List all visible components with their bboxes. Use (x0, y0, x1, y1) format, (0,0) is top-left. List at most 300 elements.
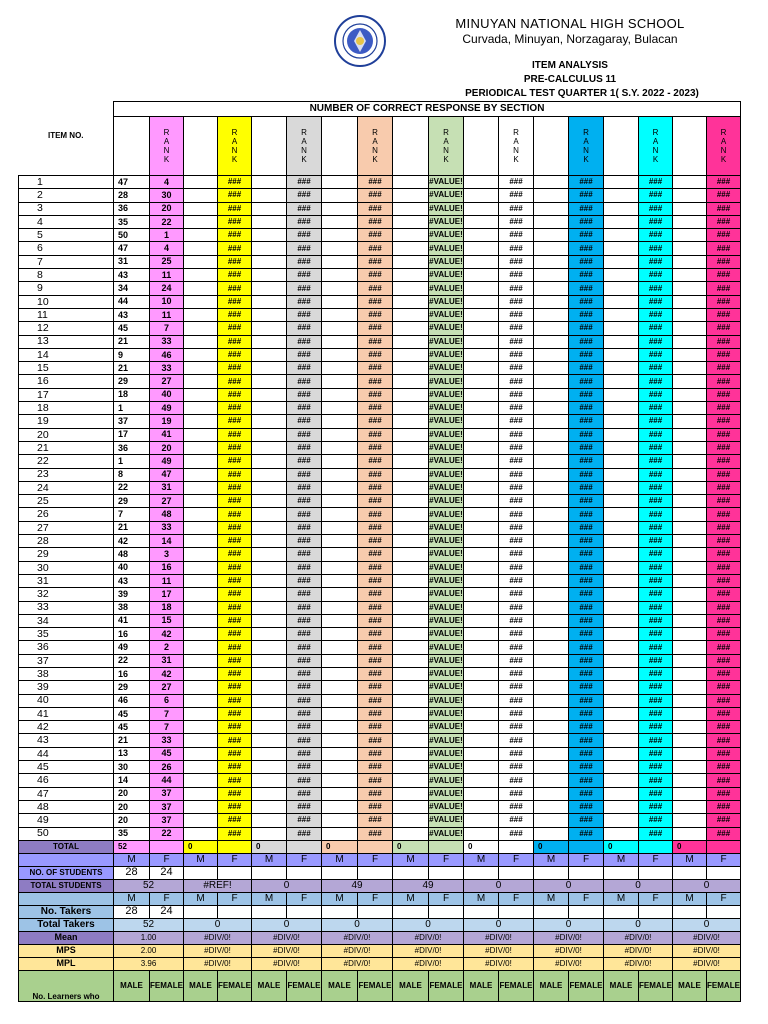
correct-count (184, 362, 218, 375)
correct-count (322, 362, 358, 375)
correct-count (322, 521, 358, 534)
correct-count (393, 415, 429, 428)
correct-count (604, 348, 639, 361)
rank-value: ### (499, 428, 534, 441)
rank-value: ### (569, 707, 604, 720)
correct-count (534, 189, 569, 202)
correct-count (184, 535, 218, 548)
item-number: 35 (19, 628, 114, 641)
correct-count (393, 282, 429, 295)
correct-count (464, 348, 499, 361)
rank-value: 14 (150, 535, 184, 548)
rank-value: ### (499, 548, 534, 561)
table-cell (707, 866, 741, 879)
correct-count (184, 441, 218, 454)
correct-count (252, 202, 287, 215)
item-number: 1 (19, 176, 114, 189)
item-number: 2 (19, 189, 114, 202)
rank-value: ### (707, 561, 741, 574)
correct-count (322, 601, 358, 614)
correct-count: 22 (114, 481, 150, 494)
correct-count (673, 734, 707, 747)
correct-count (184, 375, 218, 388)
correct-count (322, 255, 358, 268)
rank-value: ### (218, 402, 252, 415)
correct-count (393, 561, 429, 574)
rank-value: ### (639, 747, 673, 760)
correct-count (252, 800, 287, 813)
rank-value: ### (499, 774, 534, 787)
item-number: 20 (19, 428, 114, 441)
rank-value: ### (569, 747, 604, 760)
correct-count (393, 468, 429, 481)
rank-value: ### (639, 561, 673, 574)
correct-count (322, 388, 358, 401)
rank-value: ### (639, 308, 673, 321)
correct-count: 37 (114, 415, 150, 428)
rank-value: ### (569, 348, 604, 361)
correct-count: 28 (114, 189, 150, 202)
rank-value: ### (358, 787, 393, 800)
rank-value: 22 (150, 215, 184, 228)
correct-count (534, 787, 569, 800)
correct-count (673, 308, 707, 321)
correct-count (393, 508, 429, 521)
total-students-value: 49 (322, 879, 393, 892)
rank-value: 49 (150, 402, 184, 415)
rank-value: ### (569, 654, 604, 667)
rank-value: #VALUE! (429, 455, 464, 468)
correct-count: 43 (114, 308, 150, 321)
correct-count (604, 402, 639, 415)
rank-value: 7 (150, 322, 184, 335)
rank-value: ### (287, 362, 322, 375)
rank-value: ### (639, 202, 673, 215)
correct-count (534, 455, 569, 468)
table-row (19, 827, 741, 840)
rank-value: ### (287, 348, 322, 361)
correct-count: 35 (114, 215, 150, 228)
correct-count (184, 322, 218, 335)
table-cell (358, 905, 393, 918)
rank-value: ### (218, 827, 252, 840)
correct-count (464, 215, 499, 228)
rank-value: 27 (150, 495, 184, 508)
table-row (19, 428, 741, 441)
rank-value: ### (218, 774, 252, 787)
mps-value: 2.00 (114, 944, 184, 957)
rank-value: 22 (150, 827, 184, 840)
rank-value: 42 (150, 628, 184, 641)
rank-value: 17 (150, 588, 184, 601)
table-cell (604, 905, 639, 918)
item-number: 37 (19, 654, 114, 667)
correct-count (604, 322, 639, 335)
mean-label: Mean (19, 931, 114, 944)
rank-value: #VALUE! (429, 800, 464, 813)
correct-count: 22 (114, 654, 150, 667)
male-label: M (673, 892, 707, 905)
female-label: F (218, 853, 252, 866)
correct-count (252, 694, 287, 707)
correct-count (393, 388, 429, 401)
male-label: M (184, 853, 218, 866)
mean-value: #DIV/0! (673, 931, 741, 944)
mean-value: #DIV/0! (184, 931, 252, 944)
rank-value: ### (499, 282, 534, 295)
rank-value: ### (569, 468, 604, 481)
rank-value: #VALUE! (429, 827, 464, 840)
rank-value: ### (569, 242, 604, 255)
rank-value: ### (639, 814, 673, 827)
rank-value: ### (639, 535, 673, 548)
table-row (19, 242, 741, 255)
rank-value: ### (639, 255, 673, 268)
rank-value: 11 (150, 308, 184, 321)
item-number: 9 (19, 282, 114, 295)
correct-count (464, 255, 499, 268)
correct-count (322, 721, 358, 734)
correct-count (393, 681, 429, 694)
rank-value: ### (358, 521, 393, 534)
correct-count (393, 189, 429, 202)
rank-value: ### (218, 654, 252, 667)
correct-count (673, 601, 707, 614)
rank-value: ### (569, 734, 604, 747)
correct-count (464, 282, 499, 295)
rank-value: ### (707, 242, 741, 255)
rank-value: ### (287, 601, 322, 614)
correct-count (322, 282, 358, 295)
correct-count (464, 561, 499, 574)
table-row (19, 508, 741, 521)
correct-count: 29 (114, 495, 150, 508)
rank-value: ### (218, 415, 252, 428)
rank-value: ### (218, 734, 252, 747)
rank-value: ### (218, 189, 252, 202)
item-number: 47 (19, 787, 114, 800)
table-cell (218, 866, 252, 879)
rank-value: 6 (150, 694, 184, 707)
rank-value: ### (707, 348, 741, 361)
female-label: F (499, 853, 534, 866)
correct-count (322, 495, 358, 508)
rank-value: ### (639, 375, 673, 388)
rank-value: 37 (150, 800, 184, 813)
rank-value: ### (287, 614, 322, 627)
correct-count (393, 255, 429, 268)
correct-count (534, 242, 569, 255)
correct-count (184, 681, 218, 694)
correct-count (393, 747, 429, 760)
correct-count (673, 508, 707, 521)
rank-label: R A N K (652, 128, 659, 164)
rank-value: ### (287, 747, 322, 760)
correct-count (393, 721, 429, 734)
correct-count (184, 308, 218, 321)
correct-count: 36 (114, 441, 150, 454)
correct-count (534, 707, 569, 720)
total-students-value: 0 (673, 879, 741, 892)
table-cell (464, 866, 499, 879)
female-label: F (218, 892, 252, 905)
rank-value: 1 (150, 229, 184, 242)
rank-header (150, 117, 184, 176)
rank-value: ### (707, 800, 741, 813)
correct-count (464, 335, 499, 348)
rank-value: 15 (150, 614, 184, 627)
correct-count (673, 176, 707, 189)
item-number: 5 (19, 229, 114, 242)
rank-value: ### (639, 508, 673, 521)
male-label: M (673, 853, 707, 866)
correct-count (252, 535, 287, 548)
rank-value: ### (287, 455, 322, 468)
correct-count (604, 535, 639, 548)
rank-value: ### (499, 734, 534, 747)
correct-count (673, 295, 707, 308)
total-value (499, 840, 534, 853)
correct-count (604, 255, 639, 268)
rank-value: #VALUE! (429, 521, 464, 534)
correct-count (673, 455, 707, 468)
correct-count (184, 455, 218, 468)
rank-value: ### (287, 641, 322, 654)
correct-count: 41 (114, 614, 150, 627)
table-row (19, 641, 741, 654)
correct-count (673, 761, 707, 774)
rank-value: ### (218, 721, 252, 734)
correct-count (464, 521, 499, 534)
rank-value: ### (218, 814, 252, 827)
correct-count: 1 (114, 402, 150, 415)
correct-count: 20 (114, 814, 150, 827)
correct-count (184, 694, 218, 707)
rank-value: ### (707, 641, 741, 654)
rank-value: ### (499, 787, 534, 800)
correct-count (252, 282, 287, 295)
correct-count (464, 508, 499, 521)
rank-value: ### (499, 322, 534, 335)
rank-value: ### (499, 375, 534, 388)
rank-value: 26 (150, 761, 184, 774)
correct-count: 30 (114, 761, 150, 774)
correct-count (252, 441, 287, 454)
rank-label: R A N K (231, 128, 238, 164)
correct-count (464, 481, 499, 494)
item-number: 45 (19, 761, 114, 774)
female-header: FEMALE (569, 970, 604, 1001)
correct-count (673, 428, 707, 441)
rank-value: ### (639, 189, 673, 202)
rank-value: ### (287, 415, 322, 428)
correct-count (534, 667, 569, 680)
rank-value: ### (358, 441, 393, 454)
rank-header (287, 117, 322, 176)
rank-value: ### (639, 441, 673, 454)
rank-value: ### (287, 548, 322, 561)
mps-value: #DIV/0! (464, 944, 534, 957)
correct-count (393, 295, 429, 308)
male-header: MALE (184, 970, 218, 1001)
rank-value: ### (218, 641, 252, 654)
correct-count (534, 176, 569, 189)
correct-count (534, 269, 569, 282)
rank-value: 20 (150, 202, 184, 215)
correct-count (393, 694, 429, 707)
takers-female: 24 (150, 905, 184, 918)
rank-value: ### (218, 468, 252, 481)
correct-count (322, 375, 358, 388)
school-address: Curvada, Minuyan, Norzagaray, Bulacan (462, 32, 678, 46)
mpl-value: #DIV/0! (322, 957, 393, 970)
male-header: MALE (322, 970, 358, 1001)
rank-value: #VALUE! (429, 481, 464, 494)
correct-count (604, 667, 639, 680)
correct-count (534, 614, 569, 627)
rank-value: ### (358, 495, 393, 508)
correct-count (252, 362, 287, 375)
female-label: F (429, 892, 464, 905)
item-number: 44 (19, 747, 114, 760)
correct-count (673, 255, 707, 268)
rank-value: ### (499, 189, 534, 202)
rank-value: #VALUE! (429, 282, 464, 295)
female-label: F (358, 892, 393, 905)
correct-count (252, 681, 287, 694)
correct-count (252, 176, 287, 189)
rank-value: ### (707, 481, 741, 494)
table-row (19, 229, 741, 242)
correct-count (393, 441, 429, 454)
correct-count (534, 761, 569, 774)
table-cell (639, 866, 673, 879)
correct-count (322, 628, 358, 641)
table-row (19, 348, 741, 361)
rank-value: ### (358, 481, 393, 494)
rank-value: #VALUE! (429, 654, 464, 667)
rank-value: ### (639, 641, 673, 654)
total-value (287, 840, 322, 853)
rank-value: ### (639, 415, 673, 428)
rank-value: #VALUE! (429, 308, 464, 321)
rank-value: #VALUE! (429, 348, 464, 361)
correct-count: 8 (114, 468, 150, 481)
table-row (19, 176, 741, 189)
correct-count (673, 641, 707, 654)
rank-value: ### (707, 681, 741, 694)
rank-value: ### (358, 255, 393, 268)
rank-value: ### (707, 415, 741, 428)
rank-value: ### (569, 548, 604, 561)
correct-count (252, 721, 287, 734)
correct-count (393, 601, 429, 614)
rank-value: ### (707, 747, 741, 760)
rank-value: ### (569, 800, 604, 813)
correct-count (322, 269, 358, 282)
rank-value: ### (569, 521, 604, 534)
table-row (19, 388, 741, 401)
correct-count (673, 535, 707, 548)
table-row (19, 255, 741, 268)
correct-count (604, 468, 639, 481)
rank-label: R A N K (163, 128, 170, 164)
rank-value: ### (287, 242, 322, 255)
rank-value: ### (569, 628, 604, 641)
rank-value: ### (707, 255, 741, 268)
correct-count (252, 295, 287, 308)
correct-count (604, 481, 639, 494)
correct-count (464, 654, 499, 667)
correct-count (252, 242, 287, 255)
correct-count (604, 614, 639, 627)
rank-value: ### (499, 601, 534, 614)
correct-count: 18 (114, 388, 150, 401)
correct-count (184, 388, 218, 401)
mps-value: #DIV/0! (252, 944, 322, 957)
female-label: F (639, 892, 673, 905)
rank-value: ### (358, 362, 393, 375)
correct-count: 35 (114, 827, 150, 840)
item-number: 3 (19, 202, 114, 215)
total-students-value: 0 (534, 879, 604, 892)
rank-value: ### (639, 282, 673, 295)
mpl-value: #DIV/0! (184, 957, 252, 970)
correct-count (393, 814, 429, 827)
item-number: 39 (19, 681, 114, 694)
rank-label: R A N K (301, 128, 307, 164)
correct-count (464, 308, 499, 321)
rank-value: ### (218, 535, 252, 548)
correct-count (252, 521, 287, 534)
male-header: MALE (534, 970, 569, 1001)
section-count-header (252, 117, 287, 176)
correct-count: 47 (114, 242, 150, 255)
correct-count (393, 269, 429, 282)
rank-value: #VALUE! (429, 362, 464, 375)
correct-count (604, 335, 639, 348)
rank-value: ### (287, 388, 322, 401)
table-cell (322, 905, 358, 918)
correct-count (464, 455, 499, 468)
correct-count (464, 242, 499, 255)
students-male: 28 (114, 866, 150, 879)
correct-count (322, 402, 358, 415)
item-number: 27 (19, 521, 114, 534)
rank-value: ### (499, 628, 534, 641)
mps-value: #DIV/0! (393, 944, 464, 957)
correct-count (184, 787, 218, 800)
correct-count (604, 588, 639, 601)
rank-value: ### (707, 189, 741, 202)
correct-count: 47 (114, 176, 150, 189)
table-row (19, 322, 741, 335)
rank-value: ### (569, 189, 604, 202)
rank-value: ### (287, 561, 322, 574)
rank-label: R A N K (372, 128, 378, 164)
correct-count: 42 (114, 535, 150, 548)
rank-value: ### (499, 455, 534, 468)
correct-count (534, 601, 569, 614)
correct-count (322, 322, 358, 335)
male-label: M (184, 892, 218, 905)
correct-count (184, 588, 218, 601)
correct-count: 17 (114, 428, 150, 441)
rank-value: ### (287, 282, 322, 295)
rank-value: #VALUE! (429, 295, 464, 308)
correct-count (464, 202, 499, 215)
rank-value: ### (707, 176, 741, 189)
